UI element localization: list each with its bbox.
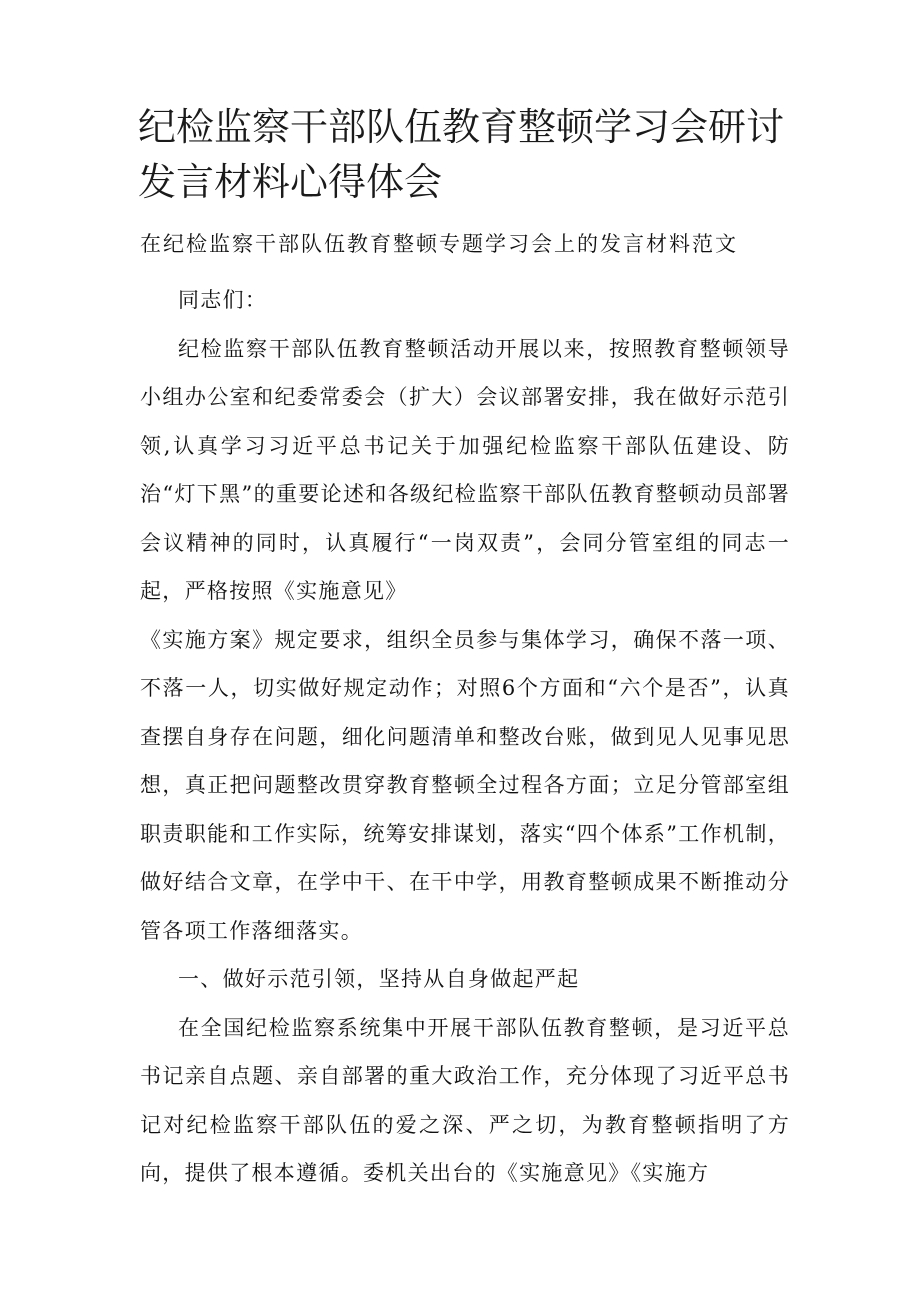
greeting: 同志们： [178,288,268,312]
paragraph-1: 纪检监察干部队伍教育整顿活动开展以来，按照教育整顿领导小组办公室和纪委常委会（扩大）会议部署安排，我在做好示范引领,认真学习习近平总书记关于加强纪检监察干部队伍建设、防治“灯下黑”的重要论述和各级纪检监察干部队伍教育整顿动员部署会议精神的同时，认真履行“一岗双责”，会同分管室组的同志一起，严格按照《实施意见》 [140,336,790,603]
paragraph-3: 在全国纪检监察系统集中开展干部队伍教育整顿，是习近平总书记亲自点题、亲自部署的重大政治工作，充分体现了习近平总书记对纪检监察干部队伍的爱之深、严之切，为教育整顿指明了方向，提供了根本遵循。委机关出台的《实施意见》《实施方 [140,1015,790,1185]
document-body [140,276,790,1198]
document-subtitle: 在纪检监察干部队伍教育整顿专题学习会上的发言材料范文 [140,232,738,256]
section-heading-1: 一、做好示范引领，坚持从自身做起严起 [178,967,580,991]
paragraph-2: 《实施方案》规定要求，组织全员参与集体学习，确保不落一项、不落一人，切实做好规定动作；对照6个方面和“六个是否”，认真查摆自身存在问题，细化问题清单和整改台账，做到见人见事见思想，真正把问题整改贯穿教育整顿全过程各方面；立足分管部室组职责职能和工作实际，统筹安排谋划，落实“四个体系”工作机制，做好结合文章，在学中干、在干中学，用教育整顿成果不断推动分管各项工作落细落实。 [140,627,790,943]
document-title: 纪检监察干部队伍教育整顿学习会研讨发言材料心得体会 [138,105,785,204]
